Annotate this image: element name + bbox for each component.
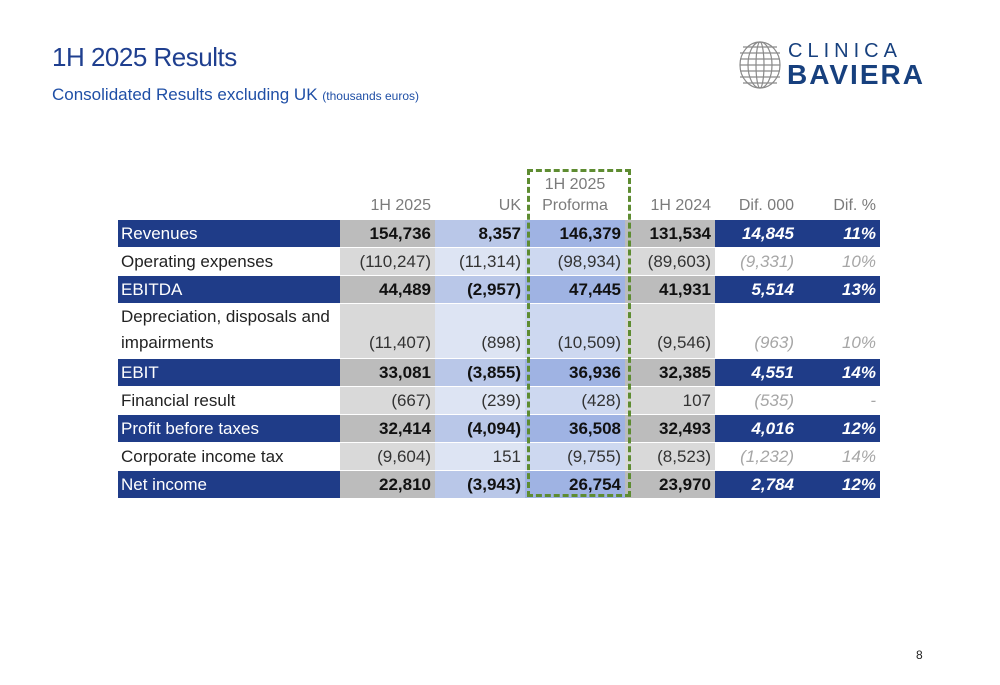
cell-dif-000: 5,514 xyxy=(715,276,798,304)
logo-text-clinica: CLINICA xyxy=(788,40,902,62)
page-subtitle xyxy=(52,85,419,105)
cell-dif-000: 4,016 xyxy=(715,415,798,443)
logo-globe-icon xyxy=(738,40,782,90)
column-header-proforma: 1H 2025 Proforma xyxy=(542,176,608,214)
cell-1h2025: 33,081 xyxy=(340,359,435,387)
cell-dif-pct: 12% xyxy=(798,415,880,443)
cell-dif-000: (9,331) xyxy=(715,248,798,276)
cell-1h2025: (9,604) xyxy=(340,443,435,471)
cell-1h2024: (8,523) xyxy=(625,443,715,471)
cell-uk: (239) xyxy=(435,387,525,415)
cell-1h2025: (667) xyxy=(340,387,435,415)
cell-1h2025: (110,247) xyxy=(340,248,435,276)
cell-dif-000: (1,232) xyxy=(715,443,798,471)
column-header-uk: UK xyxy=(498,197,521,214)
page-number: 8 xyxy=(916,648,923,662)
cell-uk: (898) xyxy=(435,304,525,359)
row-label: Depreciation, disposals and impairments xyxy=(118,304,340,359)
proforma-highlight-box xyxy=(527,169,631,497)
column-header-dif-pct: Dif. % xyxy=(833,197,876,214)
cell-proforma: 36,936 xyxy=(525,359,625,387)
table-row-ebitda xyxy=(118,276,880,304)
cell-dif-pct: 10% xyxy=(798,248,880,276)
cell-uk: (2,957) xyxy=(435,276,525,304)
cell-proforma: (428) xyxy=(525,387,625,415)
table-row-operating-expenses xyxy=(118,248,880,276)
cell-proforma: 36,508 xyxy=(525,415,625,443)
row-label: EBIT xyxy=(118,359,340,387)
page-title: 1H 2025 Results xyxy=(52,42,237,72)
cell-uk: (3,943) xyxy=(435,471,525,499)
results-table xyxy=(118,168,880,498)
cell-1h2024: (9,546) xyxy=(625,304,715,359)
cell-uk: (4,094) xyxy=(435,415,525,443)
cell-1h2025: 44,489 xyxy=(340,276,435,304)
cell-1h2025: (11,407) xyxy=(340,304,435,359)
cell-dif-pct: 10% xyxy=(798,304,880,359)
table-row-corporate-income-tax xyxy=(118,443,880,471)
cell-proforma: 146,379 xyxy=(525,220,625,248)
cell-uk: (11,314) xyxy=(435,248,525,276)
cell-1h2024: 32,385 xyxy=(625,359,715,387)
cell-dif-000: (535) xyxy=(715,387,798,415)
row-label: Profit before taxes xyxy=(118,415,340,443)
row-label: EBITDA xyxy=(118,276,340,304)
cell-proforma: 47,445 xyxy=(525,276,625,304)
cell-proforma: (9,755) xyxy=(525,443,625,471)
table-row-financial-result xyxy=(118,387,880,415)
table-header-row xyxy=(118,168,880,220)
cell-1h2024: 131,534 xyxy=(625,220,715,248)
row-label: Net income xyxy=(118,471,340,499)
row-label: Corporate income tax xyxy=(118,443,340,471)
logo-text-baviera: BAVIERA xyxy=(787,59,925,90)
row-label: Financial result xyxy=(118,387,340,415)
row-label: Revenues xyxy=(118,220,340,248)
cell-dif-pct: 13% xyxy=(798,276,880,304)
cell-1h2025: 154,736 xyxy=(340,220,435,248)
cell-1h2024: (89,603) xyxy=(625,248,715,276)
cell-dif-pct: 12% xyxy=(798,471,880,499)
cell-1h2025: 32,414 xyxy=(340,415,435,443)
column-header-1h2024: 1H 2024 xyxy=(650,197,711,214)
cell-dif-pct: 11% xyxy=(798,220,880,248)
cell-dif-pct: 14% xyxy=(798,359,880,387)
cell-1h2024: 107 xyxy=(625,387,715,415)
cell-dif-pct: - xyxy=(798,387,880,415)
table-row-depreciation xyxy=(118,304,880,359)
cell-1h2024: 41,931 xyxy=(625,276,715,304)
cell-uk: 151 xyxy=(435,443,525,471)
cell-uk: (3,855) xyxy=(435,359,525,387)
row-label: Operating expenses xyxy=(118,248,340,276)
table-row-revenues xyxy=(118,220,880,248)
cell-proforma: (10,509) xyxy=(525,304,625,359)
table-row-ebit xyxy=(118,359,880,387)
cell-1h2025: 22,810 xyxy=(340,471,435,499)
cell-1h2024: 23,970 xyxy=(625,471,715,499)
column-header-dif-000: Dif. 000 xyxy=(738,197,794,214)
subtitle-units-note: (thousands euros) xyxy=(322,89,420,103)
cell-dif-000: 14,845 xyxy=(715,220,798,248)
cell-proforma: 26,754 xyxy=(525,471,625,499)
cell-1h2024: 32,493 xyxy=(625,415,715,443)
cell-dif-000: (963) xyxy=(715,304,798,359)
header-label-column xyxy=(118,168,340,220)
company-logo xyxy=(738,38,933,96)
column-header-1h2025: 1H 2025 xyxy=(370,197,431,214)
table-row-net-income xyxy=(118,471,880,499)
cell-dif-000: 2,784 xyxy=(715,471,798,499)
cell-dif-000: 4,551 xyxy=(715,359,798,387)
table-row-profit-before-taxes xyxy=(118,415,880,443)
cell-uk: 8,357 xyxy=(435,220,525,248)
subtitle-text: Consolidated Results excluding UK xyxy=(52,85,318,104)
cell-dif-pct: 14% xyxy=(798,443,880,471)
cell-proforma: (98,934) xyxy=(525,248,625,276)
